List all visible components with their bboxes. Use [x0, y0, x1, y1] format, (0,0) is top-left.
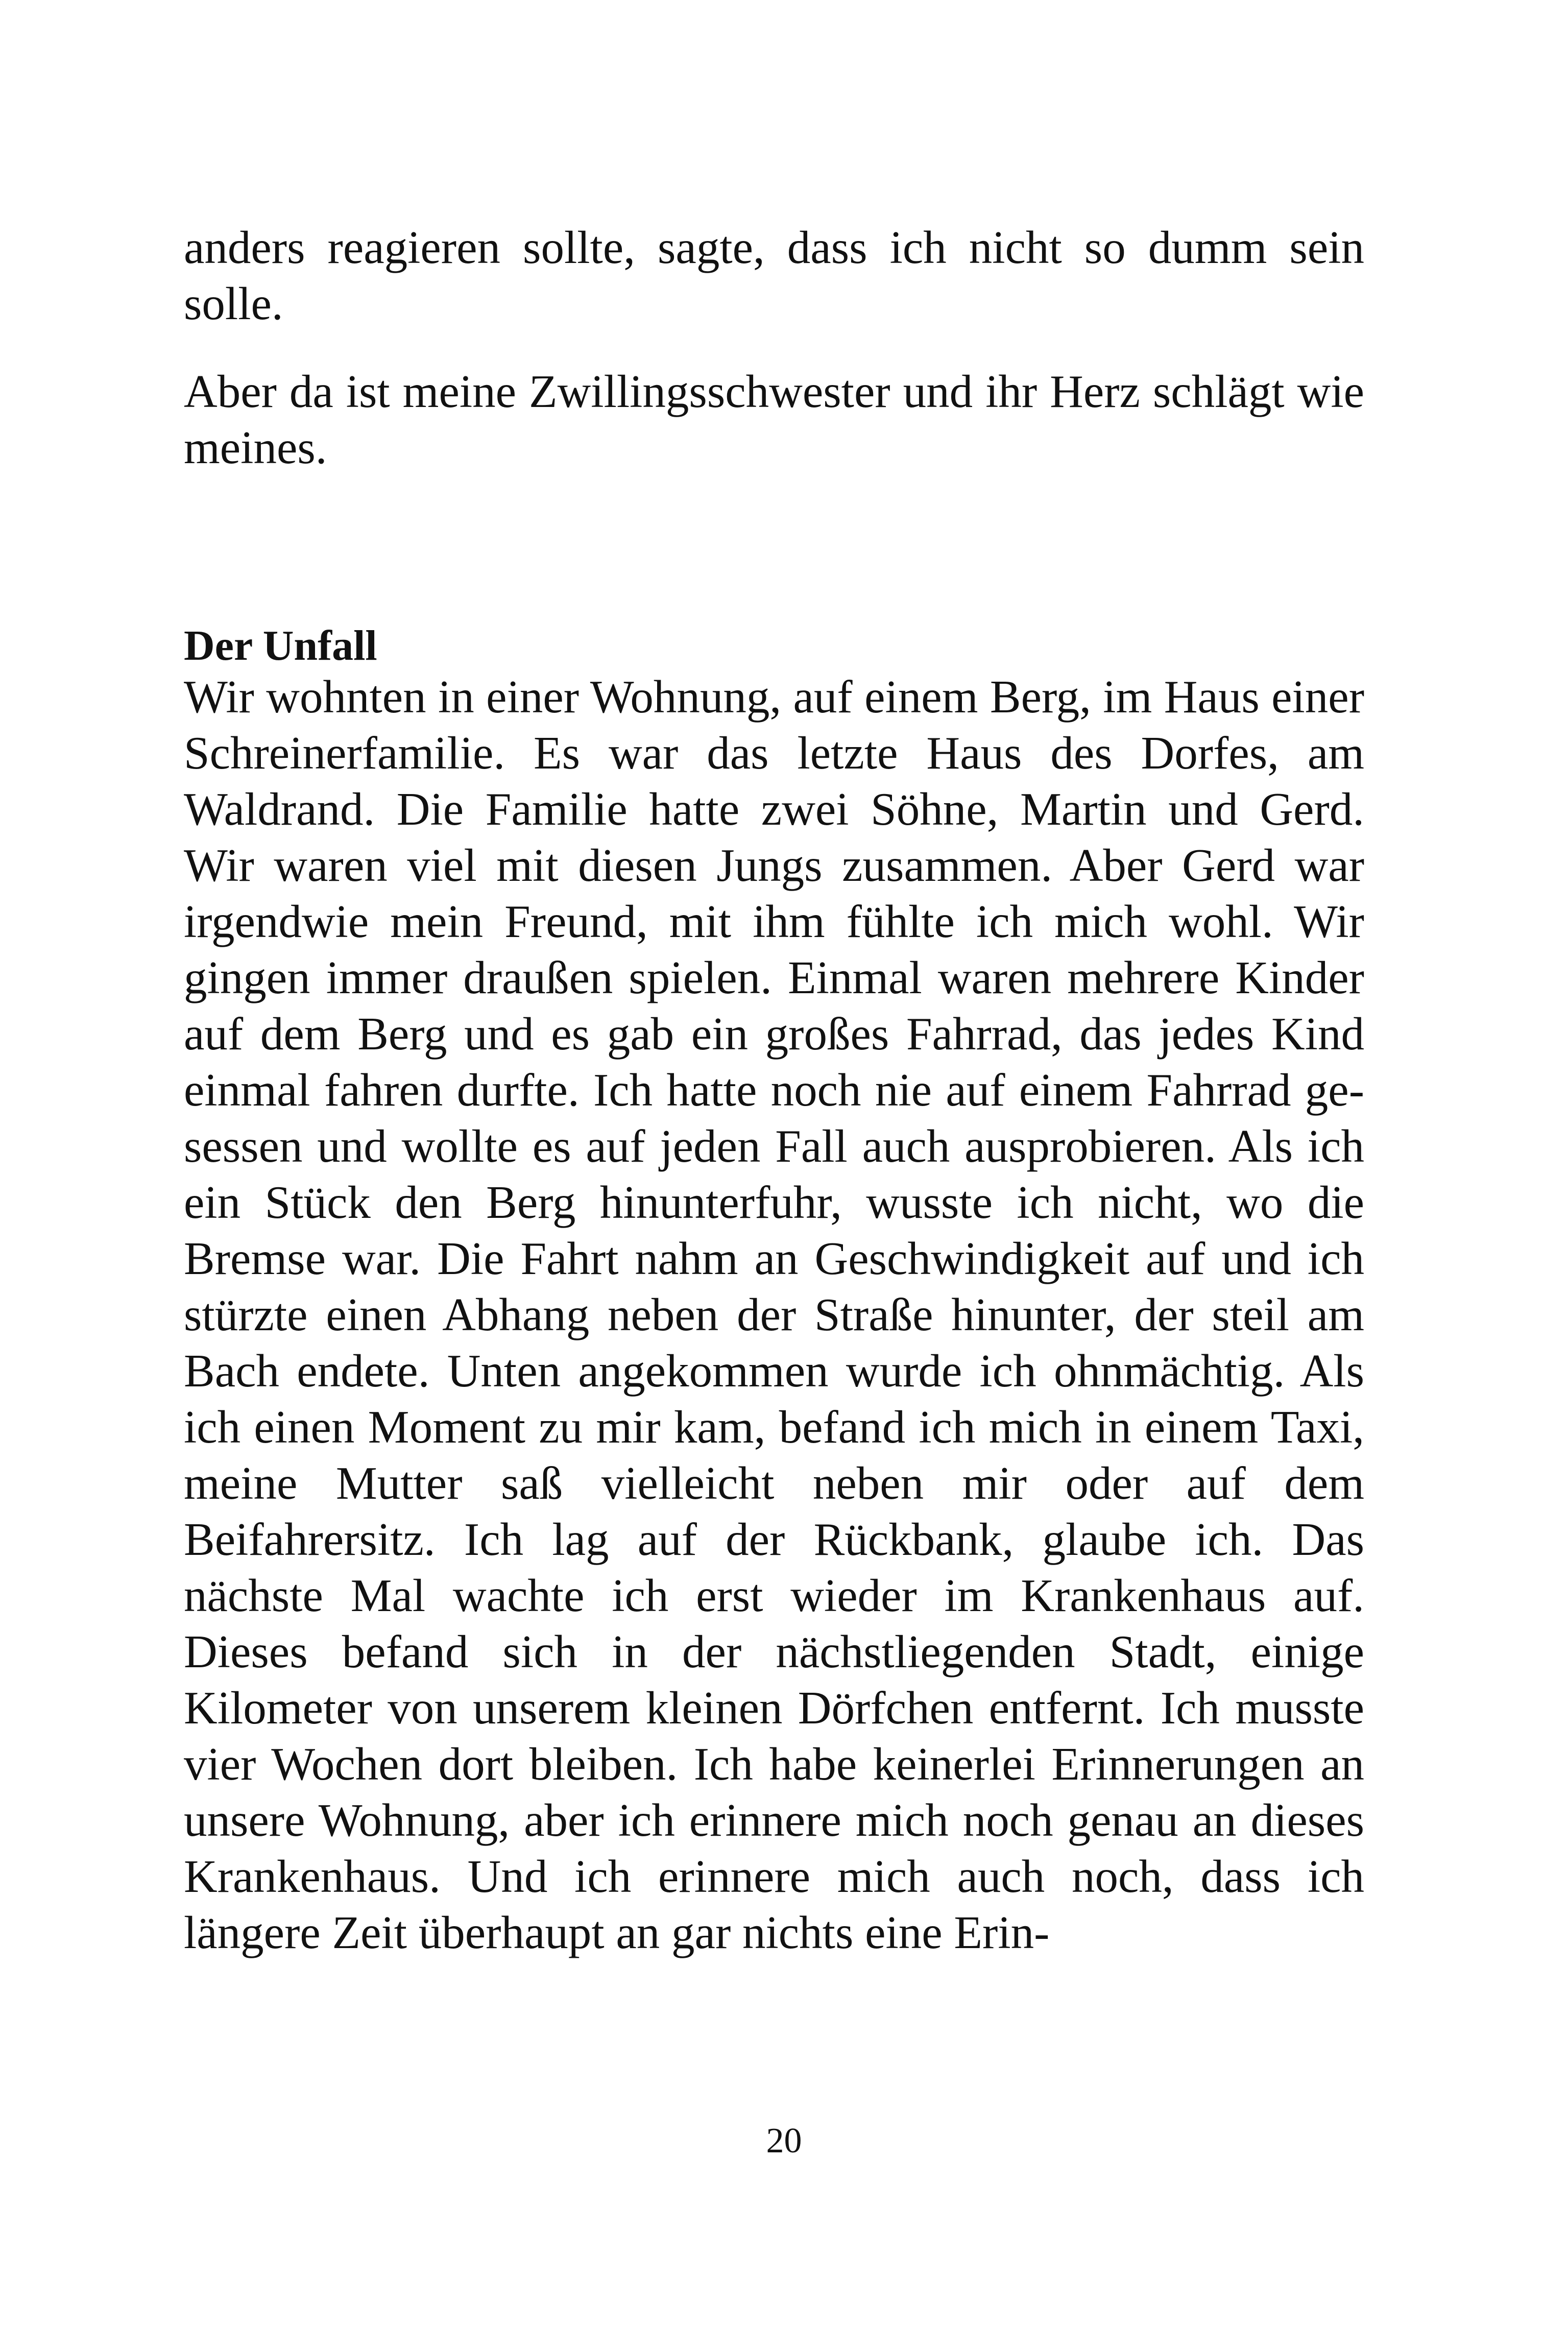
section-heading: Der Unfall: [184, 621, 377, 669]
paragraph-intro: anders reagieren sollte, sagte, dass ich nicht so dumm sein solle.: [184, 222, 1364, 329]
section-body: Wir wohnten in einer Wohnung, auf einem Berg, im Haus einer Schreinerfamilie. Es war das letzte Haus des Dorfes, am Waldrand. Die Familie hatte zwei Söhne, Martin und Gerd. Wir waren viel mit diesen Jungs zusammen. Aber Gerd war irgendwie mein Freund, mit ihm fühlte ich mich wohl. Wir gingen immer draußen spielen. Einmal waren mehrere Kinder auf dem Berg und es gab ein großes Fahrrad, das jedes Kind einmal fahren durfte. Ich hatte noch nie auf einem Fahrrad gesessen und wollte es auf jeden Fall auch ausprobieren. Als ich ein Stück den Berg hinunterfuhr, wusste ich nicht, wo die Bremse war. Die Fahrt nahm an Geschwindigkeit auf und ich stürzte einen Abhang neben der Straße hinunter, der steil am Bach endete. Unten angekommen wurde ich ohnmächtig. Als ich einen Moment zu mir kam, befand ich mich in einem Taxi, meine Mutter saß vielleicht neben mir oder auf dem Beifahrersitz. Ich lag auf der Rückbank, glaube ich. Das nächste Mal wachte ich erst wieder im Krankenhaus auf. Dieses befand sich in der nächstliegenden Stadt, einige Kilometer von unserem kleinen Dörfchen entfernt. Ich musste vier Wochen dort bleiben. Ich habe keinerlei Erinnerungen an unsere Wohnung, aber ich erinnere mich noch genau an dieses Krankenhaus. Und ich erinnere mich auch noch, dass ich längere Zeit überhaupt an gar nichts eine Erin-: [184, 671, 1364, 1958]
page-number: 20: [766, 2121, 802, 2161]
paragraph-twin: Aber da ist meine Zwillingsschwester und ihr Herz schlägt wie meines.: [184, 366, 1364, 473]
